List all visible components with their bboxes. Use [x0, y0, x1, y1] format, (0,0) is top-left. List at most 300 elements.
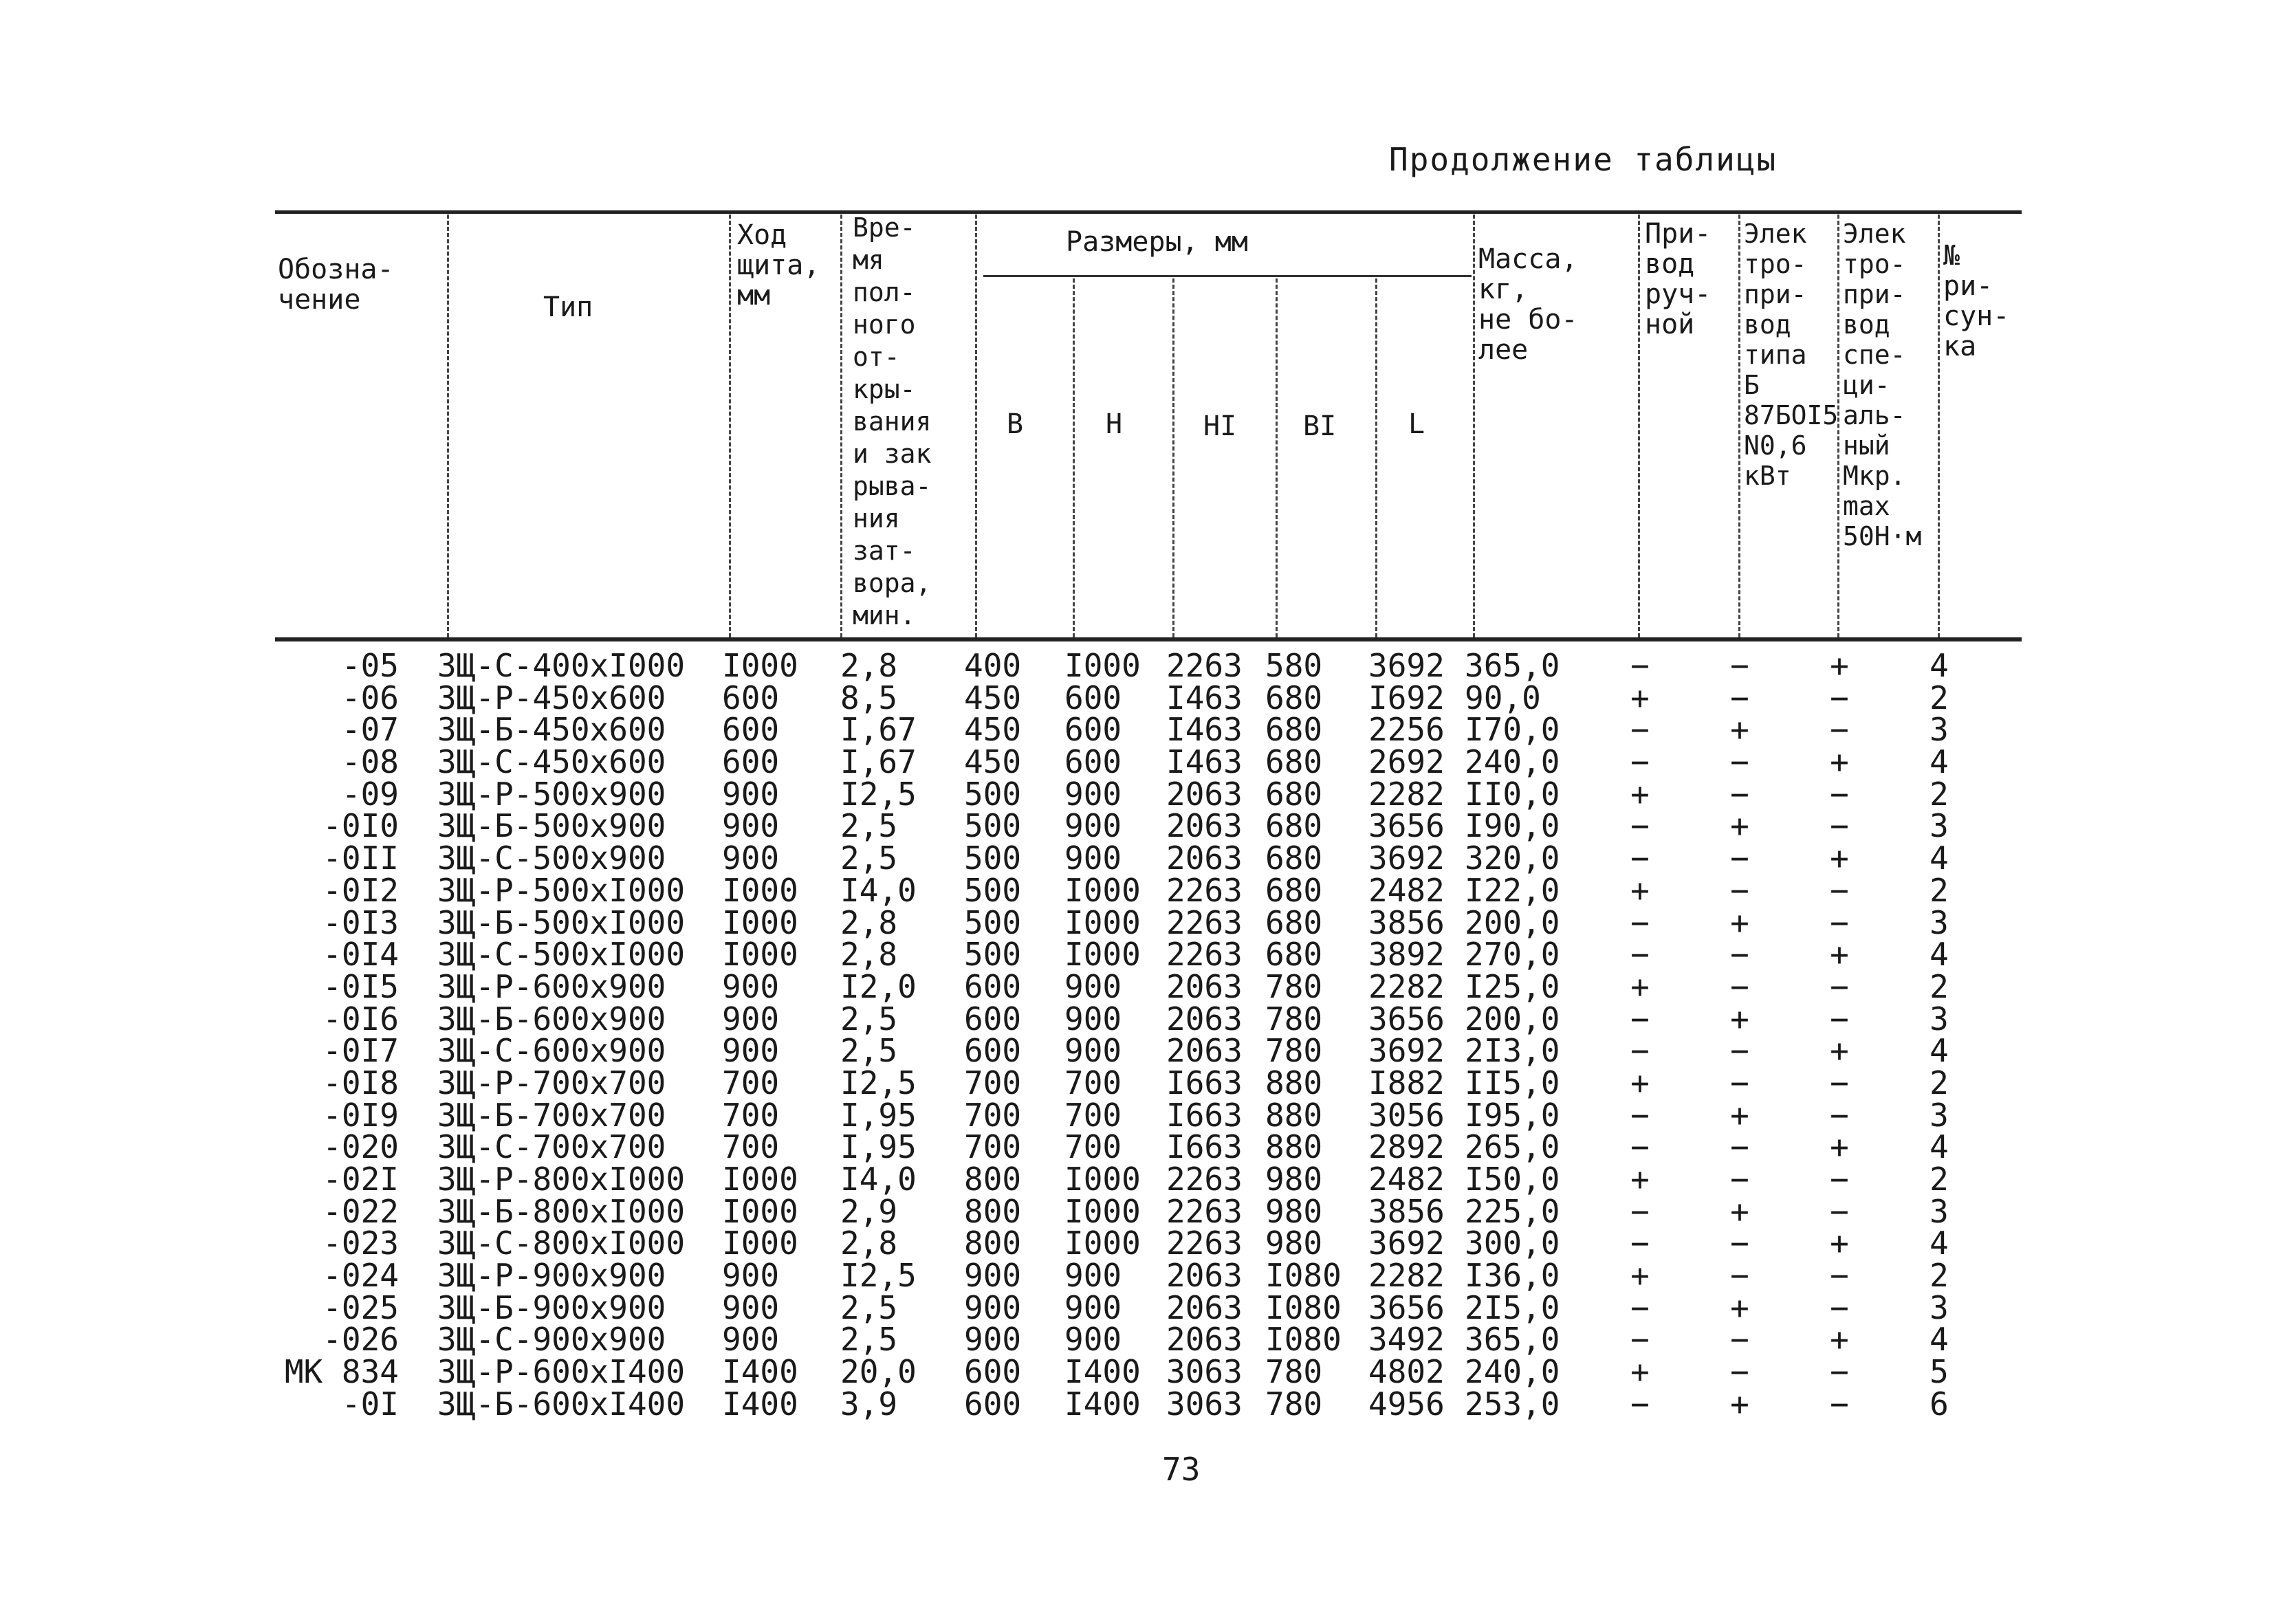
type-cell: ЗЩ-Р-500хI000 — [437, 871, 686, 909]
manual-drive-cell: + — [1630, 967, 1650, 1005]
designation-cell: -0I0 — [322, 807, 399, 845]
l-cell: 3856 — [1368, 903, 1445, 941]
h-cell: I000 — [1064, 647, 1141, 684]
h-cell: 900 — [1064, 807, 1122, 845]
electric-drive-special-cell: − — [1830, 1192, 1849, 1230]
time-cell: 2,8 — [840, 647, 898, 684]
h-cell: 700 — [1064, 1128, 1122, 1166]
stroke-cell: I000 — [722, 1161, 798, 1198]
manual-drive-cell: + — [1630, 1161, 1650, 1198]
mass-cell: 225,0 — [1465, 1192, 1560, 1230]
stroke-cell: 900 — [722, 775, 780, 813]
electric-drive-special-cell: + — [1830, 840, 1849, 877]
h-cell: I400 — [1064, 1353, 1141, 1391]
l-cell: 2892 — [1368, 1128, 1445, 1166]
designation-cell: -026 — [322, 1321, 399, 1359]
table-row — [0, 711, 2274, 749]
electric-drive-special-cell: − — [1830, 903, 1849, 941]
type-cell: ЗЩ-Р-600хI400 — [437, 1353, 686, 1391]
table-row — [0, 967, 2274, 1005]
header-figure-number: № ри- сун- ка — [1943, 240, 2010, 362]
header-electric-drive-special: Элек тро- при- вод спе- ци- аль- ный Мкр. max 50Н·м — [1843, 219, 1922, 551]
type-cell: ЗЩ-С-500х900 — [437, 840, 666, 877]
h-cell: I000 — [1064, 871, 1141, 909]
h-cell: 900 — [1064, 775, 1122, 813]
b1-cell: 580 — [1265, 647, 1323, 684]
electric-drive-special-cell: − — [1830, 711, 1849, 749]
b-cell: 600 — [964, 967, 1022, 1005]
l-cell: 3056 — [1368, 1096, 1445, 1134]
time-cell: 2,8 — [840, 1225, 898, 1262]
time-cell: I,95 — [840, 1096, 917, 1134]
column-divider — [1473, 215, 1475, 637]
time-cell: 2,5 — [840, 1000, 898, 1038]
designation-cell: -0I4 — [322, 936, 399, 974]
type-cell: ЗЩ-Р-900х900 — [437, 1257, 666, 1295]
figure-cell: 3 — [1929, 807, 1949, 845]
column-divider — [1938, 215, 1940, 637]
designation-cell: -0I9 — [322, 1096, 399, 1134]
manual-drive-cell: + — [1630, 775, 1650, 813]
mass-cell: I25,0 — [1465, 967, 1560, 1005]
b1-cell: 680 — [1265, 936, 1323, 974]
page-title: Продолжение таблицы — [1389, 141, 1778, 178]
time-cell: 2,5 — [840, 1288, 898, 1326]
l-cell: I882 — [1368, 1064, 1445, 1101]
type-cell: ЗЩ-Б-700х700 — [437, 1096, 666, 1134]
time-cell: 3,9 — [840, 1385, 898, 1423]
time-cell: I,67 — [840, 711, 917, 749]
manual-drive-cell: − — [1630, 1000, 1650, 1038]
l-cell: 4802 — [1368, 1353, 1445, 1391]
h1-cell: I463 — [1166, 679, 1243, 716]
h-cell: 700 — [1064, 1064, 1122, 1101]
b1-cell: I080 — [1265, 1257, 1342, 1295]
stroke-cell: I000 — [722, 647, 798, 684]
electric-drive-b-cell: − — [1730, 679, 1749, 716]
manual-drive-cell: − — [1630, 711, 1650, 749]
electric-drive-b-cell: − — [1730, 1257, 1749, 1295]
type-cell: ЗЩ-Б-600х900 — [437, 1000, 666, 1038]
figure-cell: 3 — [1929, 711, 1949, 749]
figure-cell: 2 — [1929, 775, 1949, 813]
header-designation: Обозна- чение — [278, 254, 394, 316]
l-cell: 2692 — [1368, 743, 1445, 781]
manual-drive-cell: − — [1630, 807, 1650, 845]
column-divider — [1276, 278, 1278, 637]
figure-cell: 2 — [1929, 679, 1949, 716]
table-row — [0, 679, 2274, 716]
mass-cell: I95,0 — [1465, 1096, 1560, 1134]
b1-cell: 980 — [1265, 1161, 1323, 1198]
l-cell: 2482 — [1368, 871, 1445, 909]
electric-drive-special-cell: − — [1830, 679, 1849, 716]
h1-cell: 3063 — [1166, 1385, 1243, 1423]
electric-drive-special-cell: − — [1830, 1064, 1849, 1101]
manual-drive-cell: − — [1630, 1032, 1650, 1070]
electric-drive-b-cell: − — [1730, 743, 1749, 781]
header-b: В — [1007, 408, 1024, 440]
figure-cell: 2 — [1929, 1257, 1949, 1295]
h-cell: 900 — [1064, 1000, 1122, 1038]
h1-cell: 2263 — [1166, 871, 1243, 909]
h-cell: I400 — [1064, 1385, 1141, 1423]
b1-cell: 680 — [1265, 775, 1323, 813]
h1-cell: 2063 — [1166, 967, 1243, 1005]
b-cell: 500 — [964, 871, 1022, 909]
b-cell: 600 — [964, 1000, 1022, 1038]
h1-cell: I663 — [1166, 1064, 1243, 1101]
electric-drive-special-cell: + — [1830, 936, 1849, 974]
table-row — [0, 1128, 2274, 1166]
h-cell: 900 — [1064, 1257, 1122, 1295]
electric-drive-b-cell: − — [1730, 840, 1749, 877]
table-body — [0, 647, 2274, 1423]
electric-drive-b-cell: − — [1730, 871, 1749, 909]
mass-cell: 2I3,0 — [1465, 1032, 1560, 1070]
b-cell: 800 — [964, 1192, 1022, 1230]
h-cell: 900 — [1064, 840, 1122, 877]
h1-cell: 2263 — [1166, 1161, 1243, 1198]
electric-drive-b-cell: − — [1730, 1225, 1749, 1262]
time-cell: 2,8 — [840, 936, 898, 974]
designation-cell: -0I3 — [322, 903, 399, 941]
b-cell: 500 — [964, 807, 1022, 845]
column-divider — [840, 215, 842, 637]
time-cell: I2,5 — [840, 1064, 917, 1101]
figure-cell: 3 — [1929, 903, 1949, 941]
stroke-cell: I000 — [722, 903, 798, 941]
stroke-cell: 900 — [722, 1000, 780, 1038]
type-cell: ЗЩ-Б-450х600 — [437, 711, 666, 749]
h-cell: I000 — [1064, 1192, 1141, 1230]
stroke-cell: I400 — [722, 1385, 798, 1423]
time-cell: I2,0 — [840, 967, 917, 1005]
h1-cell: 2263 — [1166, 936, 1243, 974]
type-cell: ЗЩ-С-450х600 — [437, 743, 666, 781]
designation-cell: -0I7 — [322, 1032, 399, 1070]
manual-drive-cell: − — [1630, 1192, 1650, 1230]
h1-cell: 2063 — [1166, 1257, 1243, 1295]
header-b1: ВI — [1303, 410, 1337, 442]
manual-drive-cell: − — [1630, 1288, 1650, 1326]
designation-cell: -05 — [341, 647, 399, 684]
l-cell: 2282 — [1368, 775, 1445, 813]
electric-drive-b-cell: − — [1730, 1321, 1749, 1359]
h1-cell: 2063 — [1166, 775, 1243, 813]
table-row — [0, 1321, 2274, 1359]
figure-cell: 4 — [1929, 647, 1949, 684]
time-cell: I,95 — [840, 1128, 917, 1166]
b1-cell: 680 — [1265, 679, 1323, 716]
electric-drive-b-cell: − — [1730, 936, 1749, 974]
figure-cell: 4 — [1929, 1321, 1949, 1359]
b1-cell: 680 — [1265, 840, 1323, 877]
mass-cell: 270,0 — [1465, 936, 1560, 974]
table-row — [0, 1353, 2274, 1391]
stroke-cell: I000 — [722, 936, 798, 974]
h1-cell: 2263 — [1166, 647, 1243, 684]
manual-drive-cell: − — [1630, 647, 1650, 684]
b1-cell: 880 — [1265, 1096, 1323, 1134]
l-cell: 3656 — [1368, 807, 1445, 845]
table-row — [0, 1227, 2274, 1260]
header-manual-drive: При- вод руч- ной — [1645, 218, 1712, 340]
b1-cell: 680 — [1265, 807, 1323, 845]
header-type: Тип — [543, 292, 593, 323]
mass-cell: 2I5,0 — [1465, 1288, 1560, 1326]
l-cell: 3492 — [1368, 1321, 1445, 1359]
mass-cell: 365,0 — [1465, 1321, 1560, 1359]
stroke-cell: 600 — [722, 679, 780, 716]
l-cell: 2282 — [1368, 1257, 1445, 1295]
type-cell: ЗЩ-Б-800хI000 — [437, 1192, 686, 1230]
type-cell: ЗЩ-Р-600х900 — [437, 967, 666, 1005]
mass-cell: II5,0 — [1465, 1064, 1560, 1101]
type-cell: ЗЩ-С-600х900 — [437, 1032, 666, 1070]
table-row — [0, 807, 2274, 845]
mass-cell: 90,0 — [1465, 679, 1541, 716]
b-cell: 500 — [964, 775, 1022, 813]
l-cell: I692 — [1368, 679, 1445, 716]
time-cell: 2,9 — [840, 1192, 898, 1230]
h1-cell: I463 — [1166, 711, 1243, 749]
column-divider — [975, 215, 977, 637]
mass-cell: 300,0 — [1465, 1225, 1560, 1262]
electric-drive-special-cell: + — [1830, 1032, 1849, 1070]
b1-cell: 780 — [1265, 1000, 1323, 1038]
designation-cell: -023 — [322, 1225, 399, 1262]
b-cell: 900 — [964, 1288, 1022, 1326]
column-divider — [1375, 278, 1377, 637]
mass-cell: I90,0 — [1465, 807, 1560, 845]
h-cell: I000 — [1064, 1225, 1141, 1262]
electric-drive-b-cell: + — [1730, 1000, 1749, 1038]
type-cell: ЗЩ-Р-500х900 — [437, 775, 666, 813]
stroke-cell: 600 — [722, 743, 780, 781]
electric-drive-b-cell: + — [1730, 1288, 1749, 1326]
b1-cell: 780 — [1265, 967, 1323, 1005]
figure-cell: 3 — [1929, 1288, 1949, 1326]
electric-drive-b-cell: − — [1730, 1128, 1749, 1166]
b-cell: 900 — [964, 1257, 1022, 1295]
electric-drive-special-cell: − — [1830, 871, 1849, 909]
table-row — [0, 1257, 2274, 1295]
stroke-cell: I000 — [722, 1192, 798, 1230]
l-cell: 2256 — [1368, 711, 1445, 749]
electric-drive-special-cell: + — [1830, 1128, 1849, 1166]
manual-drive-cell: − — [1630, 936, 1650, 974]
electric-drive-special-cell: − — [1830, 1288, 1849, 1326]
electric-drive-b-cell: − — [1730, 775, 1749, 813]
b-cell: 600 — [964, 1032, 1022, 1070]
electric-drive-b-cell: − — [1730, 1161, 1749, 1198]
h1-cell: 2063 — [1166, 1000, 1243, 1038]
figure-cell: 3 — [1929, 1192, 1949, 1230]
stroke-cell: 900 — [722, 1032, 780, 1070]
h1-cell: 2063 — [1166, 840, 1243, 877]
time-cell: I4,0 — [840, 871, 917, 909]
h1-cell: I463 — [1166, 743, 1243, 781]
mass-cell: 240,0 — [1465, 1353, 1560, 1391]
mass-cell: 253,0 — [1465, 1385, 1560, 1423]
electric-drive-special-cell: − — [1830, 775, 1849, 813]
designation-cell: -0II — [322, 840, 399, 877]
b1-cell: 880 — [1265, 1128, 1323, 1166]
type-cell: ЗЩ-Р-700х700 — [437, 1064, 666, 1101]
table-row — [0, 647, 2274, 684]
electric-drive-b-cell: − — [1730, 1353, 1749, 1391]
electric-drive-b-cell: − — [1730, 1032, 1749, 1070]
designation-cell: -022 — [322, 1192, 399, 1230]
h1-cell: 3063 — [1166, 1353, 1243, 1391]
b-cell: 450 — [964, 711, 1022, 749]
h1-cell: I663 — [1166, 1096, 1243, 1134]
b-cell: 800 — [964, 1225, 1022, 1262]
mass-cell: I36,0 — [1465, 1257, 1560, 1295]
h1-cell: I663 — [1166, 1128, 1243, 1166]
designation-cell: МК 834 — [284, 1353, 399, 1391]
electric-drive-special-cell: − — [1830, 807, 1849, 845]
manual-drive-cell: − — [1630, 1096, 1650, 1134]
type-cell: ЗЩ-Б-500х900 — [437, 807, 666, 845]
header-bottom-rule — [275, 637, 2022, 641]
electric-drive-b-cell: − — [1730, 647, 1749, 684]
table-row — [0, 743, 2274, 781]
h1-cell: 2263 — [1166, 1225, 1243, 1262]
designation-cell: -08 — [341, 743, 399, 781]
manual-drive-cell: + — [1630, 871, 1650, 909]
table-row — [0, 1163, 2274, 1196]
figure-cell: 4 — [1929, 840, 1949, 877]
designation-cell: -0I2 — [322, 871, 399, 909]
designation-cell: -0I5 — [322, 967, 399, 1005]
designation-cell: -025 — [322, 1288, 399, 1326]
manual-drive-cell: + — [1630, 1257, 1650, 1295]
b1-cell: 680 — [1265, 711, 1323, 749]
electric-drive-special-cell: − — [1830, 1096, 1849, 1134]
header-mass: Масса, кг, не бо- лее — [1478, 243, 1578, 366]
b1-cell: I080 — [1265, 1288, 1342, 1326]
l-cell: 2482 — [1368, 1161, 1445, 1198]
b-cell: 500 — [964, 936, 1022, 974]
header-h1: НI — [1203, 410, 1237, 442]
b-cell: 500 — [964, 903, 1022, 941]
time-cell: 2,8 — [840, 903, 898, 941]
l-cell: 4956 — [1368, 1385, 1445, 1423]
time-cell: 2,5 — [840, 807, 898, 845]
b-cell: 450 — [964, 679, 1022, 716]
designation-cell: -0I — [341, 1385, 399, 1423]
mass-cell: I70,0 — [1465, 711, 1560, 749]
stroke-cell: 900 — [722, 840, 780, 877]
manual-drive-cell: − — [1630, 840, 1650, 877]
h1-cell: 2063 — [1166, 1321, 1243, 1359]
b1-cell: 980 — [1265, 1225, 1323, 1262]
electric-drive-b-cell: − — [1730, 1064, 1749, 1101]
b-cell: 450 — [964, 743, 1022, 781]
designation-cell: -09 — [341, 775, 399, 813]
h1-cell: 2063 — [1166, 1288, 1243, 1326]
manual-drive-cell: − — [1630, 1225, 1650, 1262]
column-divider — [1638, 215, 1640, 637]
table-row — [0, 842, 2274, 875]
figure-cell: 3 — [1929, 1000, 1949, 1038]
manual-drive-cell: − — [1630, 1321, 1650, 1359]
stroke-cell: 900 — [722, 1321, 780, 1359]
electric-drive-special-cell: − — [1830, 1257, 1849, 1295]
l-cell: 3656 — [1368, 1288, 1445, 1326]
stroke-cell: 900 — [722, 1257, 780, 1295]
figure-cell: 2 — [1929, 1161, 1949, 1198]
mass-cell: 240,0 — [1465, 743, 1560, 781]
time-cell: I4,0 — [840, 1161, 917, 1198]
time-cell: 8,5 — [840, 679, 898, 716]
stroke-cell: 700 — [722, 1128, 780, 1166]
manual-drive-cell: − — [1630, 903, 1650, 941]
stroke-cell: 700 — [722, 1096, 780, 1134]
type-cell: ЗЩ-Б-900х900 — [437, 1288, 666, 1326]
designation-cell: -07 — [341, 711, 399, 749]
h-cell: I000 — [1064, 936, 1141, 974]
column-divider — [1172, 278, 1174, 637]
h-cell: I000 — [1064, 903, 1141, 941]
figure-cell: 5 — [1929, 1353, 1949, 1391]
b-cell: 700 — [964, 1128, 1022, 1166]
table-row — [0, 1096, 2274, 1134]
header-h: Н — [1106, 408, 1123, 440]
h-cell: I000 — [1064, 1161, 1141, 1198]
manual-drive-cell: + — [1630, 1064, 1650, 1101]
mass-cell: 320,0 — [1465, 840, 1560, 877]
sizes-group-rule — [983, 275, 1472, 277]
h1-cell: 2263 — [1166, 903, 1243, 941]
column-divider — [447, 215, 449, 637]
type-cell: ЗЩ-С-700х700 — [437, 1128, 666, 1166]
b-cell: 500 — [964, 840, 1022, 877]
header-stroke: Ход щита, мм — [737, 219, 820, 311]
h-cell: 600 — [1064, 743, 1122, 781]
l-cell: 3692 — [1368, 1032, 1445, 1070]
type-cell: ЗЩ-С-900х900 — [437, 1321, 666, 1359]
b-cell: 800 — [964, 1161, 1022, 1198]
l-cell: 3892 — [1368, 936, 1445, 974]
stroke-cell: I400 — [722, 1353, 798, 1391]
time-cell: I2,5 — [840, 1257, 917, 1295]
b-cell: 700 — [964, 1096, 1022, 1134]
manual-drive-cell: + — [1630, 679, 1650, 716]
b1-cell: 880 — [1265, 1064, 1323, 1101]
stroke-cell: 900 — [722, 967, 780, 1005]
table-row — [0, 936, 2274, 974]
manual-drive-cell: − — [1630, 743, 1650, 781]
manual-drive-cell: − — [1630, 1385, 1650, 1423]
b1-cell: 680 — [1265, 743, 1323, 781]
h-cell: 700 — [1064, 1096, 1122, 1134]
h1-cell: 2263 — [1166, 1192, 1243, 1230]
designation-cell: -06 — [341, 679, 399, 716]
electric-drive-b-cell: + — [1730, 1385, 1749, 1423]
type-cell: ЗЩ-Р-800хI000 — [437, 1161, 686, 1198]
electric-drive-special-cell: − — [1830, 1161, 1849, 1198]
figure-cell: 3 — [1929, 1096, 1949, 1134]
stroke-cell: I000 — [722, 1225, 798, 1262]
type-cell: ЗЩ-Б-500хI000 — [437, 903, 686, 941]
type-cell: ЗЩ-Б-600хI400 — [437, 1385, 686, 1423]
table-row — [0, 1385, 2274, 1423]
type-cell: ЗЩ-С-800хI000 — [437, 1225, 686, 1262]
b1-cell: 780 — [1265, 1032, 1323, 1070]
